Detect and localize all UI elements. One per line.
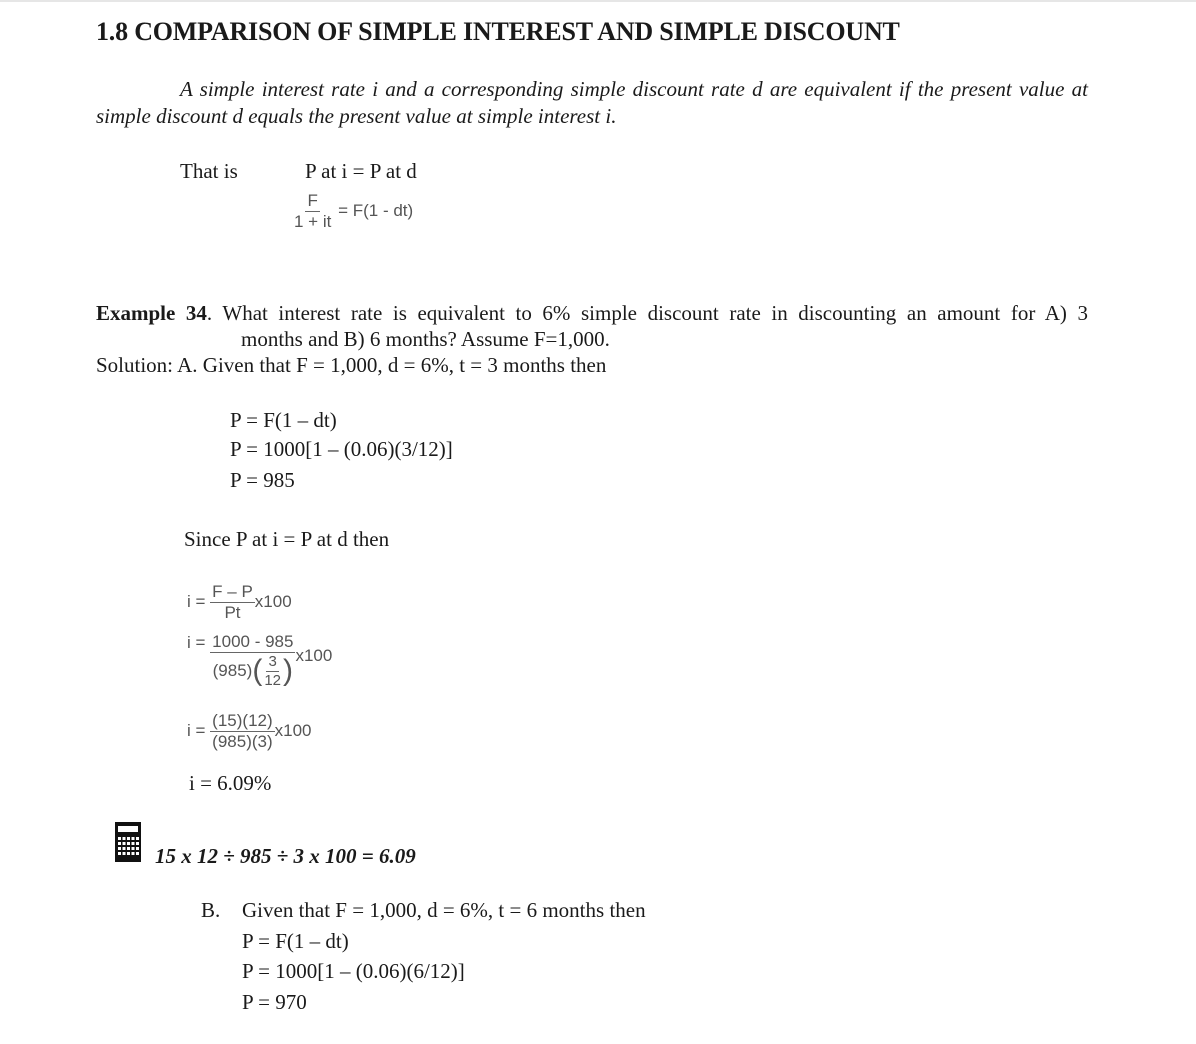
- formula-rhs: = F(1 - dt): [338, 200, 414, 220]
- eq2-lhs: i =: [187, 633, 206, 652]
- solution-a-step-2: P = 1000[1 – (0.06)(3/12)]: [230, 437, 453, 461]
- formula-fraction: [292, 192, 333, 231]
- eq1-fraction: [210, 583, 255, 622]
- section-title: 1.8 COMPARISON OF SIMPLE INTEREST AND SIMPLE DISCOUNT: [96, 17, 900, 46]
- calculator-keystrokes: 15 x 12 ÷ 985 ÷ 3 x 100 = 6.09: [155, 844, 416, 868]
- eq2-denominator: [211, 653, 295, 689]
- eq3-tail: x100: [274, 720, 312, 740]
- solution-a-step-3: P = 985: [230, 468, 295, 492]
- intro-paragraph: A simple interest rate i and a corresponding simple discount rate d are equivalent if the present value at simple discount d equals the present value at simple interest i.: [96, 77, 1088, 128]
- eq2-inner-fraction: [262, 654, 283, 689]
- that-is-label: That is: [180, 159, 238, 183]
- solution-b-marker: B.: [201, 898, 221, 922]
- solution-b-step-3: P = 970: [242, 990, 307, 1014]
- equivalence-equation: P at i = P at d: [305, 159, 417, 183]
- since-statement: Since P at i = P at d then: [184, 527, 390, 551]
- solution-a-step-1: P = F(1 – dt): [230, 408, 337, 432]
- eq1-tail: x100: [254, 591, 292, 611]
- eq2-fraction: [210, 633, 295, 688]
- eq1-denominator: Pt: [224, 602, 241, 622]
- eq2-paren-open: (: [252, 654, 263, 688]
- page-top-border: [0, 0, 1196, 2]
- solution-b-step-1: P = F(1 – dt): [242, 929, 349, 953]
- eq3-denominator: (985)(3): [212, 731, 273, 751]
- example-line-1: [96, 300, 1088, 326]
- eq2-inner-denominator: 12: [264, 671, 281, 689]
- eq3-lhs: i =: [187, 720, 206, 740]
- interest-result: i = 6.09%: [189, 771, 272, 795]
- eq2-den-base: (985): [212, 661, 253, 681]
- interest-equation-3: [187, 712, 312, 751]
- eq1-numerator: F – P: [212, 582, 253, 601]
- solution-a-given: Solution: A. Given that F = 1,000, d = 6%, t = 3 months then: [96, 353, 607, 377]
- formula-numerator: F: [307, 191, 318, 210]
- interest-equation-2: [187, 633, 332, 688]
- eq3-fraction: [210, 712, 274, 751]
- solution-b-given: Given that F = 1,000, d = 6%, t = 6 months then: [242, 898, 646, 922]
- example-line-2: months and B) 6 months? Assume F=1,000.: [241, 327, 610, 351]
- example-34: [96, 300, 1088, 352]
- eq1-lhs: i =: [187, 591, 206, 611]
- equivalence-formula: [292, 192, 413, 231]
- example-label: Example 34: [96, 301, 207, 325]
- eq2-tail: x100: [295, 646, 333, 665]
- interest-equation-1: [187, 583, 292, 622]
- eq2-inner-numerator: 3: [268, 652, 277, 670]
- example-question: . What interest rate is equivalent to 6% simple discount rate in discounting an amount for A) 3: [206, 301, 1088, 325]
- eq2-numerator: 1000 - 985: [212, 632, 294, 651]
- eq3-numerator: (15)(12): [212, 711, 273, 730]
- formula-denominator: 1 + it: [294, 211, 332, 231]
- solution-b-step-2: P = 1000[1 – (0.06)(6/12)]: [242, 959, 465, 983]
- calculator-icon: [115, 822, 141, 862]
- eq2-paren-close: ): [283, 654, 293, 688]
